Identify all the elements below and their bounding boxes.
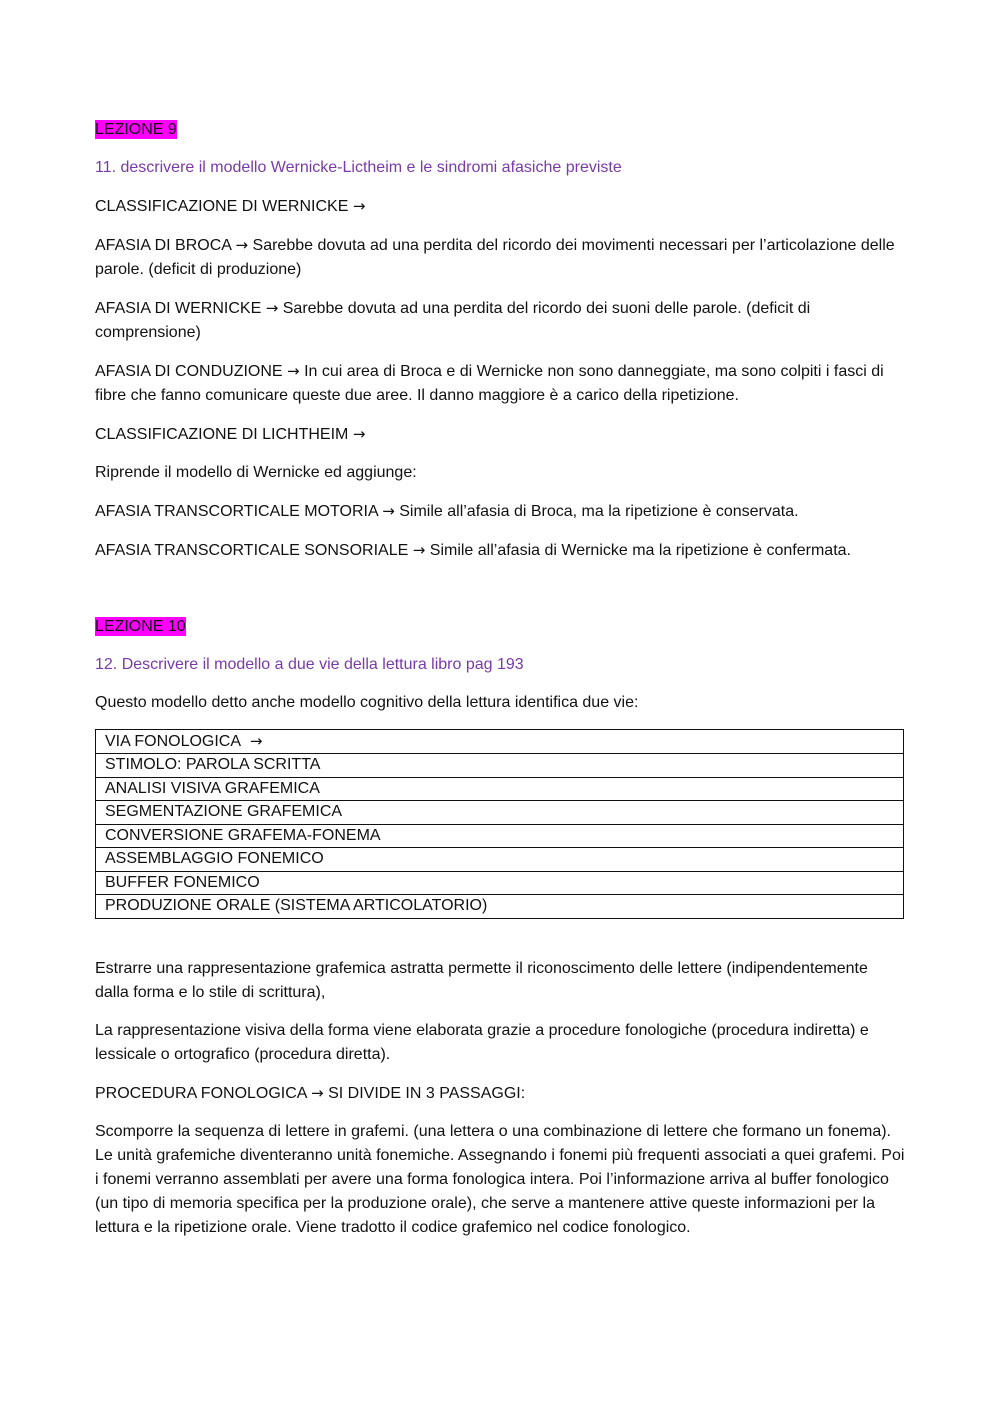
table-row [96,871,904,895]
table-cell: CONVERSIONE GRAFEMA-FONEMA [96,824,904,848]
sensoriale-paragraph: AFASIA TRANSCORTICALE SONSORIALE → Simile all’afasia di Wernicke ma la ripetizione è confermata. [95,541,851,559]
wernicke-paragraph: AFASIA DI WERNICKE → Sarebbe dovuta ad una perdita del ricordo dei suoni delle parole. (deficit di comprensione) [95,299,811,341]
table-cell: ASSEMBLAGGIO FONEMICO [96,848,904,872]
arrow-right-icon: → [382,502,395,520]
table-row [96,801,904,825]
classification-wernicke: CLASSIFICAZIONE DI WERNICKE → [95,197,366,215]
lesson-9-label: LEZIONE 9 [95,121,177,138]
table-row [96,754,904,778]
table-row [96,777,904,801]
document-body [95,118,905,1240]
table-cell: STIMOLO: PAROLA SCRITTA [96,754,904,778]
arrow-right-icon: → [249,732,263,750]
question-12-heading: 12. Descrivere il modello a due vie della lettura libro pag 193 [95,656,524,673]
arrow-right-icon: → [311,1083,324,1102]
arrow-right-icon: → [352,425,366,443]
table-row [96,895,904,919]
question-11-heading: 11. descrivere il modello Wernicke-Lictheim e le sindromi afasiche previste [95,159,622,176]
arrow-right-icon: → [265,299,279,317]
lesson-10-label: LEZIONE 10 [95,618,186,635]
classification-lichtheim: CLASSIFICAZIONE DI LICHTHEIM → [95,425,366,443]
intro-paragraph: Questo modello detto anche modello cognitivo della lettura identifica due vie: [95,694,639,711]
table-cell: ANALISI VISIVA GRAFEMICA [96,777,904,801]
table-cell: BUFFER FONEMICO [96,871,904,895]
paragraph-grafemica: Estrarre una rappresentazione grafemica astratta permette il riconoscimento delle lettere (indipendentemente dalla forma e lo stile di scrittura), [95,959,868,1001]
table-cell: PRODUZIONE ORALE (SISTEMA ARTICOLATORIO) [96,895,904,919]
table-row [96,824,904,848]
conduzione-paragraph: AFASIA DI CONDUZIONE → In cui area di Broca e di Wernicke non sono danneggiate, ma sono colpiti i fasci di fibre che fanno comunicare queste due aree. Il danno maggiore è a carico della ripetizione. [95,362,884,404]
table-cell: VIA FONOLOGICA → [96,730,904,754]
paragraph-rappresentazione: La rappresentazione visiva della forma viene elaborata grazie a procedure fonologiche (procedura indiretta) e lessicale o ortografico (procedura diretta). [95,1021,869,1063]
arrow-right-icon: → [412,541,426,559]
arrow-right-icon: → [352,197,366,215]
riprende-paragraph: Riprende il modello di Wernicke ed aggiunge: [95,464,417,481]
arrow-right-icon: → [287,362,300,380]
table-cell: SEGMENTAZIONE GRAFEMICA [96,801,904,825]
broca-paragraph: AFASIA DI BROCA → Sarebbe dovuta ad una perdita del ricordo dei movimenti necessari per l’articolazione delle parole. (deficit di produzione) [95,236,895,278]
table-row [96,730,904,754]
arrow-right-icon: → [235,236,249,254]
paragraph-scomporre: Scomporre la sequenza di lettere in grafemi. (una lettera o una combinazione di lettere che formano un fonema). Le unità grafemiche diventeranno unità fonemiche. Assegnando i fonemi più frequenti associati a quei grafemi. Poi i fonemi verranno assemblati per avere una forma fonologica intera. Poi l’informazione arriva al buffer fonologico (un tipo di memoria specifica per la produzione orale), che serve a mantenere attive queste informazioni per la lettura e la ripetizione orale. Viene tradotto il codice grafemico nel codice fonologico. [95,1122,905,1236]
table-row [96,848,904,872]
motoria-paragraph: AFASIA TRANSCORTICALE MOTORIA → Simile all’afasia di Broca, ma la ripetizione è conservata. [95,502,799,520]
procedura-fonologica: PROCEDURA FONOLOGICA → SI DIVIDE IN 3 PASSAGGI: [95,1083,526,1102]
phonological-route-table [95,729,904,919]
